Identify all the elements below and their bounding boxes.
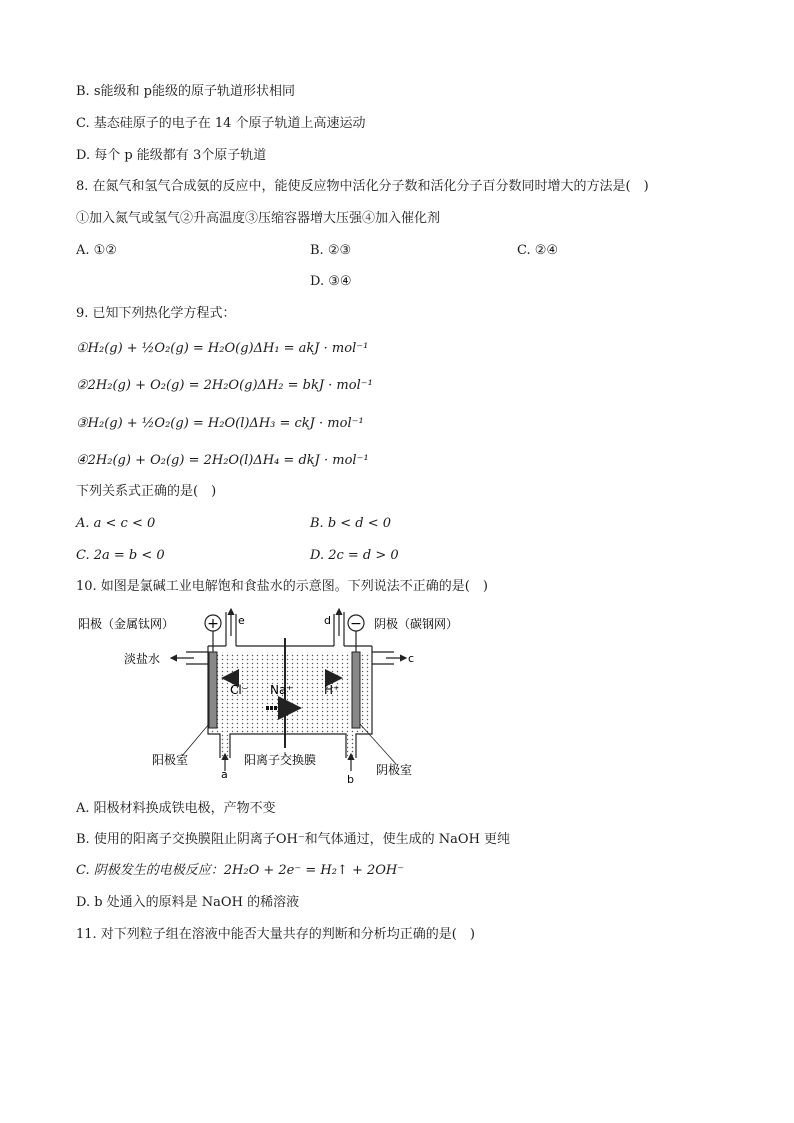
na-ion-label: Na⁺ <box>270 683 293 697</box>
question-9-ask: 下列关系式正确的是( ) <box>76 484 217 499</box>
h-ion-label: H⁺ <box>324 683 340 697</box>
anode-label: 阳极（金属钛网） <box>78 617 175 631</box>
q10-option-d: D. b 处通入的原料是 NaOH 的稀溶液 <box>76 895 300 910</box>
q9-option-b: B. b < d < 0 <box>310 516 392 531</box>
electrolysis-diagram <box>76 606 526 792</box>
equation-2: ②2H₂(g) + O₂(g) = 2H₂O(g)ΔH₂ = bkJ · mol⁻¹ <box>76 378 373 393</box>
equation-1: ①H₂(g) + ½O₂(g) = H₂O(g)ΔH₁ = akJ · mol⁻¹ <box>76 341 369 356</box>
q9-option-a: A. a < c < 0 <box>76 516 156 531</box>
label-a: a <box>221 768 228 781</box>
q10-option-c: C. 阴极发生的电极反应：2H₂O + 2e⁻ = H₂↑ + 2OH⁻ <box>76 863 405 878</box>
svg-text:−: − <box>350 616 362 632</box>
question-11: 11. 对下列粒子组在溶液中能否大量共存的判断和分析均正确的是( ) <box>76 927 475 942</box>
q9-option-c: C. 2a = b < 0 <box>76 548 165 563</box>
line-option-d: D. 每个 p 能级都有 3个原子轨道 <box>76 148 267 163</box>
q8-option-c: C. ②④ <box>517 243 559 258</box>
q9-option-d: D. 2c = d > 0 <box>310 548 399 563</box>
question-10: 10. 如图是氯碱工业电解饱和食盐水的示意图。下列说法不正确的是( ) <box>76 579 488 594</box>
q10-option-a: A. 阳极材料换成铁电极，产物不变 <box>76 801 276 816</box>
line-option-b: B. s能级和 p能级的原子轨道形状相同 <box>76 84 295 99</box>
membrane-label: 阳离子交换膜 <box>244 753 317 767</box>
q8-option-a: A. ①② <box>76 243 117 258</box>
equation-4: ④2H₂(g) + O₂(g) = 2H₂O(l)ΔH₄ = dkJ · mol⁻¹ <box>76 453 369 468</box>
label-b: b <box>347 773 354 786</box>
question-8-items: ①加入氮气或氢气②升高温度③压缩容器增大压强④加入催化剂 <box>76 211 441 226</box>
dilute-brine-label: 淡盐水 <box>124 652 161 666</box>
q8-option-b: B. ②③ <box>310 243 352 258</box>
cathode-room-label: 阴极室 <box>376 763 413 777</box>
label-c: c <box>408 652 415 665</box>
cathode-electrode <box>352 652 360 728</box>
svg-text:+: + <box>207 616 219 632</box>
question-8: 8. 在氮气和氢气合成氨的反应中，能使反应物中活化分子数和活化分子百分数同时增大的方法是( ) <box>76 179 649 194</box>
question-9: 9. 已知下列热化学方程式： <box>76 306 236 321</box>
anode-electrode <box>209 652 217 728</box>
q10-option-b: B. 使用的阳离子交换膜阻止阴离子OH⁻和气体通过，使生成的 NaOH 更纯 <box>76 832 511 847</box>
equation-3: ③H₂(g) + ½O₂(g) = H₂O(l)ΔH₃ = ckJ · mol⁻¹ <box>76 416 364 431</box>
label-e: e <box>238 614 245 627</box>
label-d: d <box>324 614 331 627</box>
q8-option-d: D. ③④ <box>310 274 352 289</box>
anode-room-label: 阳极室 <box>152 753 189 767</box>
line-option-c: C. 基态硅原子的电子在 14 个原子轨道上高速运动 <box>76 116 366 131</box>
cl-ion-label: Cl⁻ <box>230 683 249 697</box>
cathode-label: 阴极（碳钢网） <box>374 617 459 631</box>
